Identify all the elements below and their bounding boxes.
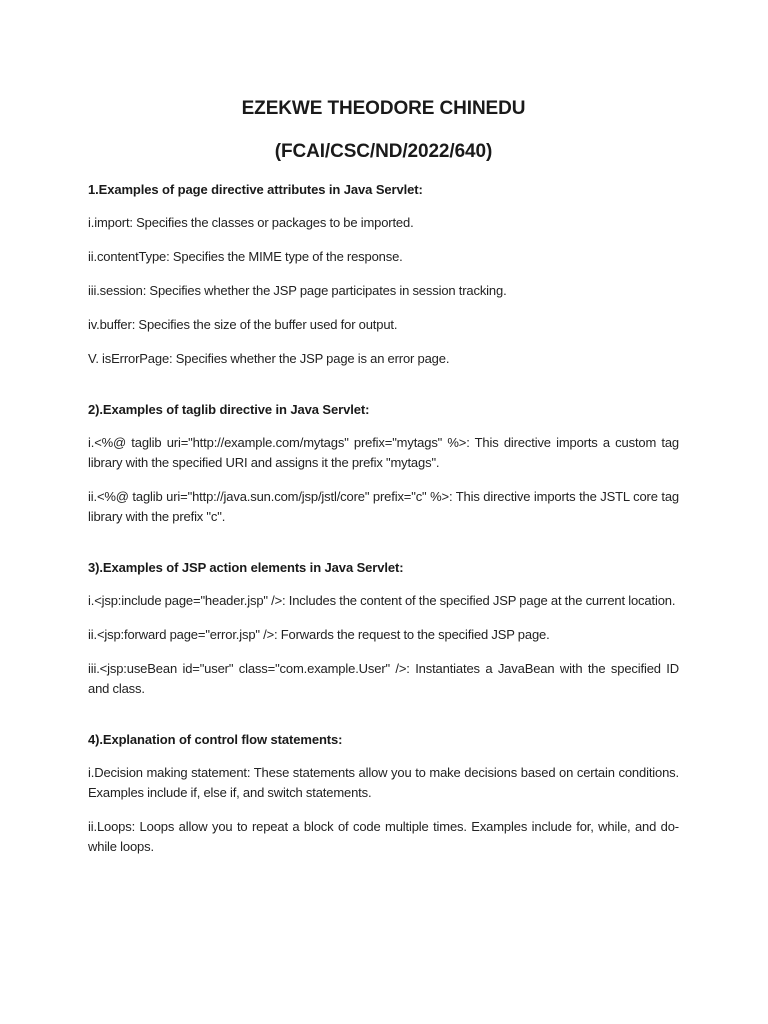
paragraph: ii.<jsp:forward page="error.jsp" />: Forwards the request to the specified JSP page.: [88, 627, 550, 642]
section-heading: 1.Examples of page directive attributes in Java Servlet:: [88, 182, 423, 197]
paragraph: ii.Loops: Loops allow you to repeat a block of code multiple times. Examples include for, while, and do-while loops.: [88, 819, 679, 854]
paragraph: iii.<jsp:useBean id="user" class="com.example.User" />: Instantiates a JavaBean with the specified ID and class.: [88, 661, 679, 696]
section-heading: 3).Examples of JSP action elements in Java Servlet:: [88, 560, 404, 575]
paragraph: ii.<%@ taglib uri="http://java.sun.com/jsp/jstl/core" prefix="c" %>: This directive imports the JSTL core tag library with the prefix "c".: [88, 489, 679, 524]
section-heading: 4).Explanation of control flow statements:: [88, 732, 343, 747]
paragraph: iii.session: Specifies whether the JSP page participates in session tracking.: [88, 283, 507, 298]
paragraph: V. isErrorPage: Specifies whether the JSP page is an error page.: [88, 351, 450, 366]
section-jsp-action-elements: [88, 558, 679, 699]
page-title: EZEKWE THEODORE CHINEDU: [241, 98, 526, 119]
paragraph: iv.buffer: Specifies the size of the buffer used for output.: [88, 317, 398, 332]
paragraph: i.import: Specifies the classes or packages to be imported.: [88, 215, 414, 230]
section-page-directive: [88, 180, 679, 369]
paragraph: i.<%@ taglib uri="http://example.com/mytags" prefix="mytags" %>: This directive imports a custom tag library with the specified URI and assigns it the prefix "mytags".: [88, 435, 679, 470]
paragraph: ii.contentType: Specifies the MIME type of the response.: [88, 249, 403, 264]
section-control-flow: [88, 730, 679, 857]
section-heading: 2).Examples of taglib directive in Java Servlet:: [88, 402, 370, 417]
page-subtitle: (FCAI/CSC/ND/2022/640): [274, 141, 493, 162]
section-taglib-directive: [88, 400, 679, 527]
paragraph: i.Decision making statement: These statements allow you to make decisions based on certain conditions. Examples include if, else if, and switch statements.: [88, 765, 679, 800]
paragraph: i.<jsp:include page="header.jsp" />: Includes the content of the specified JSP page at the current location.: [88, 593, 676, 608]
